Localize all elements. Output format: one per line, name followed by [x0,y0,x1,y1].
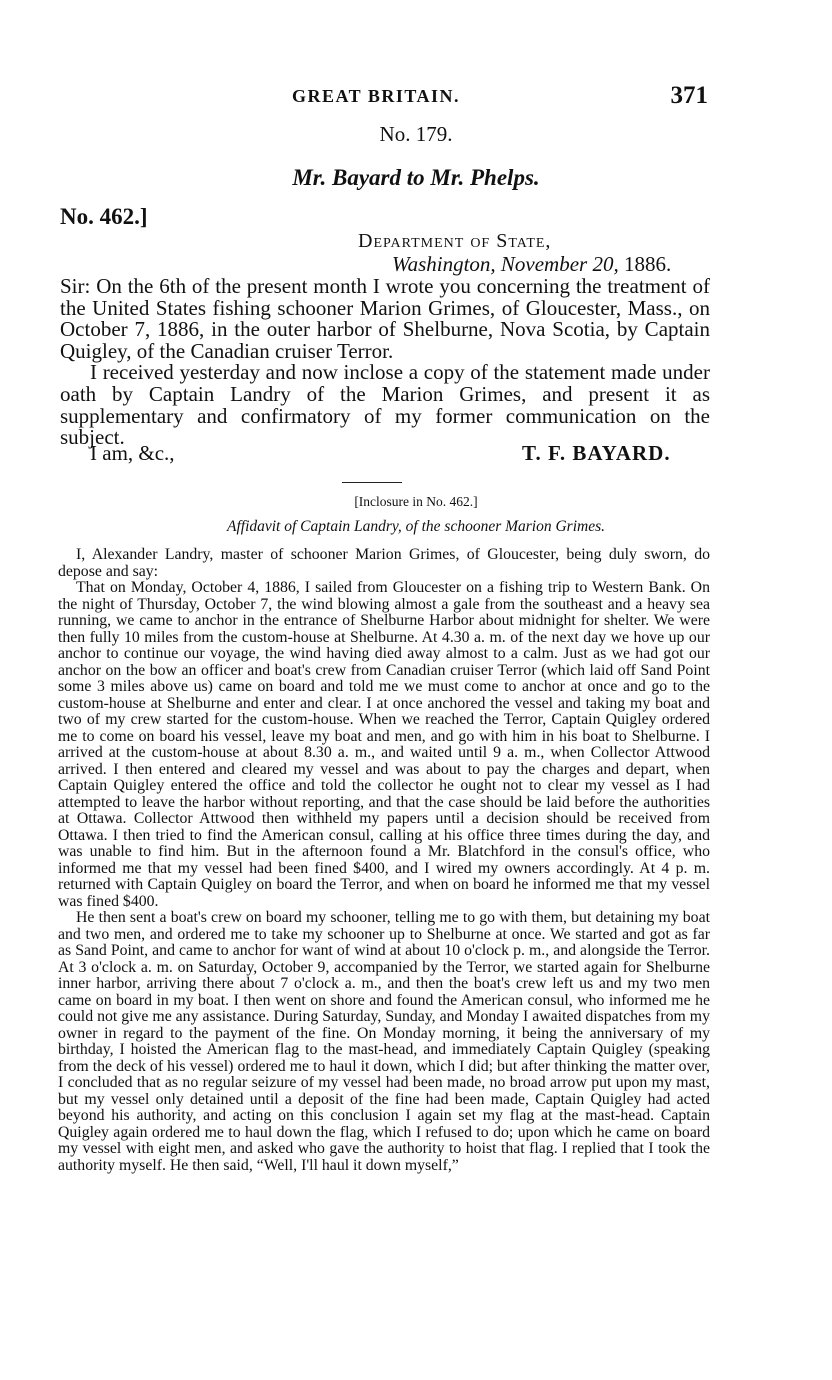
affidavit-paragraph: That on Monday, October 4, 1886, I sailed from Gloucester on a fishing trip to Western Bank. On the night of Thursday, October 7, the wind blowing almost a gale from the southeast and a heavy sea running, we came to anchor in the entrance of Shelburne Harbor about midnight for shelter. We were then fully 10 miles from the custom-house at Shelburne. At 4.30 a. m. of the next day we hove up our anchor to continue our voyage, the wind having died away almost to a calm. Just as we had got our anchor on the bow an officer and boat's crew from Canadian cruiser Terror (which laid off Sand Point some 3 miles above us) came on board and told me we must come to anchor at once and go to the custom-house at Shelburne and enter and clear. I at once anchored the vessel and taking my boat and two of my crew started for the custom-house. When we reached the Terror, Captain Quigley ordered me to come on board his vessel, leave my boat and men, and go with him in his boat to Shelburne. I arrived at the custom-house at about 8.30 a. m., and waited until 9 a. m., when Collector Attwood arrived. I then entered and cleared my vessel and was about to pay the charges and depart, when Captain Quigley entered the office and told the collector he ought not to clear my vessel as I had attempted to leave the harbor without reporting, and that the case should be laid before the authorities at Ottawa. Collector Attwood then withheld my papers until a decision should be received from Ottawa. I then tried to find the American consul, calling at his office three times during the day, and was unable to find him. But in the afternoon found a Mr. Blatchford in the consul's office, who informed me that my vessel had been fined $400, and I wired my owners accordingly. At 4 p. m. returned with Captain Quigley on board the Terror, and when on board he informed me that my vessel was fined $400. [58,579,710,910]
running-head-title: GREAT BRITAIN. [292,86,461,106]
dateline-place-date: Washington, November 20, [392,252,619,276]
department-name: Department of State, [358,230,552,252]
running-head [0,82,832,112]
affidavit-body [58,547,710,1174]
letter-body [60,276,710,449]
section-divider [342,482,402,483]
affidavit-title: Affidavit of Captain Landry, of the schooner Marion Grimes. [226,518,606,535]
despatch-number: No. 462.] [60,204,148,229]
document-number: No. 179. [379,122,453,146]
affidavit-paragraph: He then sent a boat's crew on board my schooner, telling me to go with them, but detaining my boat and two men, and ordered me to take my schooner up to Shelburne at once. We started and got as far as Sand Point, and came to anchor for want of wind at about 10 o'clock p. m., and alongside the Terror. At 3 o'clock a. m. on Saturday, October 9, accompanied by the Terror, we started again for Shelburne inner harbor, arriving there about 7 o'clock a. m., and then the boat's crew left us and my two men came on board in my boat. I then went on shore and found the American consul, who informed me he could not give me any assistance. During Saturday, Sunday, and Monday I awaited dispatches from my owner in regard to the payment of the fine. On Monday morning, it being the anniversary of my birthday, I hoisted the American flag to the mast-head, and immediately Captain Quigley (speaking from the deck of his vessel) ordered me to haul it down, which I did; but after thinking the matter over, I concluded that as no regular seizure of my vessel had been made, no broad arrow put upon my mast, but my vessel only detained until a deposit of the fine had been made, Captain Quigley had acted beyond his authority, and acting on this conclusion I again set my flag at the mast-head. Captain Quigley again ordered me to haul down the flag, which I refused to do; upon which he came on board my vessel with eight men, and asked who gave the authority to hoist that flag. I replied that I took the authority myself. He then said, “Well, I'll haul it down myself,” [58,909,710,1174]
letter-paragraph: I received yesterday and now inclose a copy of the statement made under oath by Captain Landry of the Marion Grimes, and present it as supplementary and confirmatory of my former communication on the subject. [60,360,710,450]
letter-paragraph: Sir: On the 6th of the present month I wrote you concerning the treatment of the United States fishing schooner Marion Grimes, of Gloucester, Mass., on October 7, 1886, in the outer harbor of Shelburne, Nova Scotia, by Captain Quigley, of the Canadian cruiser Terror. [60,274,710,363]
inclosure-label: [Inclosure in No. 462.] [354,494,478,509]
department-line [358,230,551,253]
page-number: 371 [670,82,708,109]
letter-closing: I am, &c., [90,441,175,465]
affidavit-paragraph: I, Alexander Landry, master of schooner Marion Grimes, of Gloucester, being duly sworn, do depose and say: [58,546,710,580]
document-heading: Mr. Bayard to Mr. Phelps. [292,165,540,190]
dateline-year: 1886. [623,252,672,276]
letter-signature: T. F. BAYARD. [522,441,671,465]
